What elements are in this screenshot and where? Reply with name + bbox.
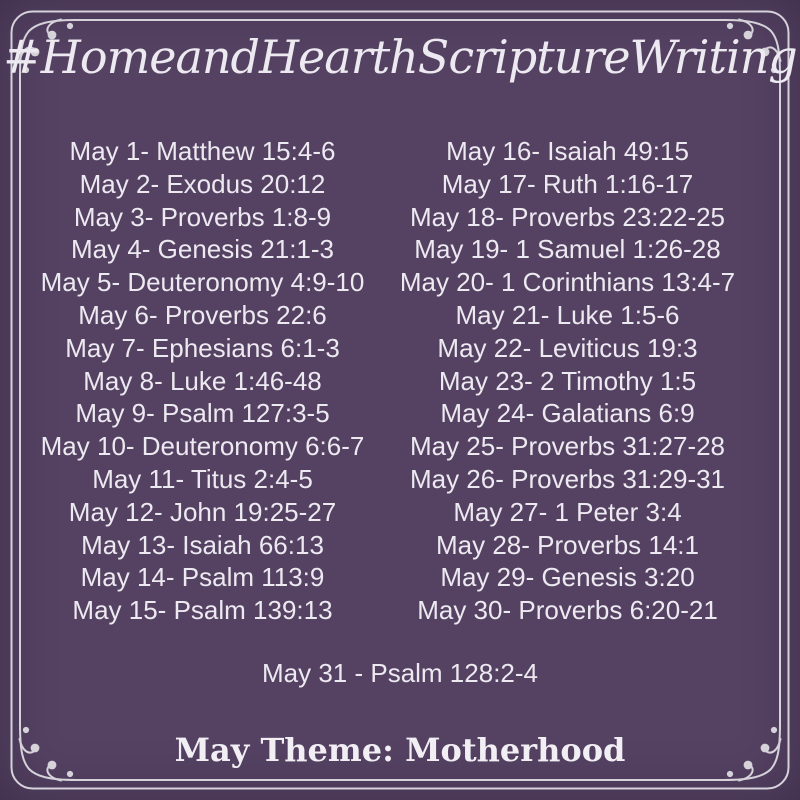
schedule-entry: May 22- Leviticus 19:3 bbox=[437, 332, 698, 363]
schedule-entry: May 12- John 19:25-27 bbox=[68, 496, 337, 527]
schedule-entry: May 14- Psalm 113:9 bbox=[80, 562, 325, 593]
schedule-entry: May 10- Deuteronomy 6:6-7 bbox=[40, 431, 365, 462]
schedule-entry: May 19- 1 Samuel 1:26-28 bbox=[414, 234, 721, 265]
schedule-entry: May 16- Isaiah 49:15 bbox=[446, 136, 689, 166]
schedule-entry: May 30- Proverbs 6:20-21 bbox=[417, 595, 718, 626]
schedule-column-left bbox=[20, 135, 385, 627]
schedule-entry: May 29- Genesis 3:20 bbox=[440, 562, 695, 593]
schedule-entry: May 21- Luke 1:5-6 bbox=[455, 299, 680, 330]
schedule-entry: May 6- Proverbs 22:6 bbox=[78, 299, 327, 330]
schedule-entry: May 17- Ruth 1:16-17 bbox=[441, 168, 694, 199]
schedule-entry: May 23- 2 Timothy 1:5 bbox=[438, 365, 697, 396]
schedule-entry: May 8- Luke 1:46-48 bbox=[83, 365, 322, 396]
schedule-entry: May 20- 1 Corinthians 13:4-7 bbox=[399, 267, 736, 298]
schedule-entry: May 4- Genesis 21:1-3 bbox=[70, 234, 334, 265]
schedule-columns bbox=[20, 135, 750, 627]
schedule-entry: May 1- Matthew 15:4-6 bbox=[69, 136, 336, 166]
schedule-entry: May 15- Psalm 139:13 bbox=[72, 595, 333, 626]
schedule-entry: May 27- 1 Peter 3:4 bbox=[453, 496, 682, 527]
schedule-entry: May 26- Proverbs 31:29-31 bbox=[409, 463, 726, 494]
schedule-entry: May 5- Deuteronomy 4:9-10 bbox=[40, 267, 365, 298]
schedule-entry: May 28- Proverbs 14:1 bbox=[435, 529, 699, 560]
page-title: #HomeandHearthScriptureWriting bbox=[3, 30, 797, 84]
schedule-entry: May 25- Proverbs 31:27-28 bbox=[409, 431, 726, 462]
schedule-entry: May 3- Proverbs 1:8-9 bbox=[73, 201, 332, 232]
month-theme: May Theme: Motherhood bbox=[174, 731, 626, 769]
schedule-entry: May 7- Ephesians 6:1-3 bbox=[65, 332, 340, 363]
schedule-entry: May 11- Titus 2:4-5 bbox=[92, 463, 313, 494]
schedule-final-entry: May 31 - Psalm 128:2-4 bbox=[261, 658, 538, 688]
schedule-entry: May 24- Galatians 6:9 bbox=[440, 398, 695, 429]
schedule-entry: May 18- Proverbs 23:22-25 bbox=[409, 201, 726, 232]
schedule-entry: May 13- Isaiah 66:13 bbox=[81, 529, 324, 560]
schedule-column-right bbox=[385, 135, 750, 627]
schedule-entry: May 2- Exodus 20:12 bbox=[79, 168, 326, 199]
schedule-entry: May 9- Psalm 127:3-5 bbox=[75, 398, 330, 429]
